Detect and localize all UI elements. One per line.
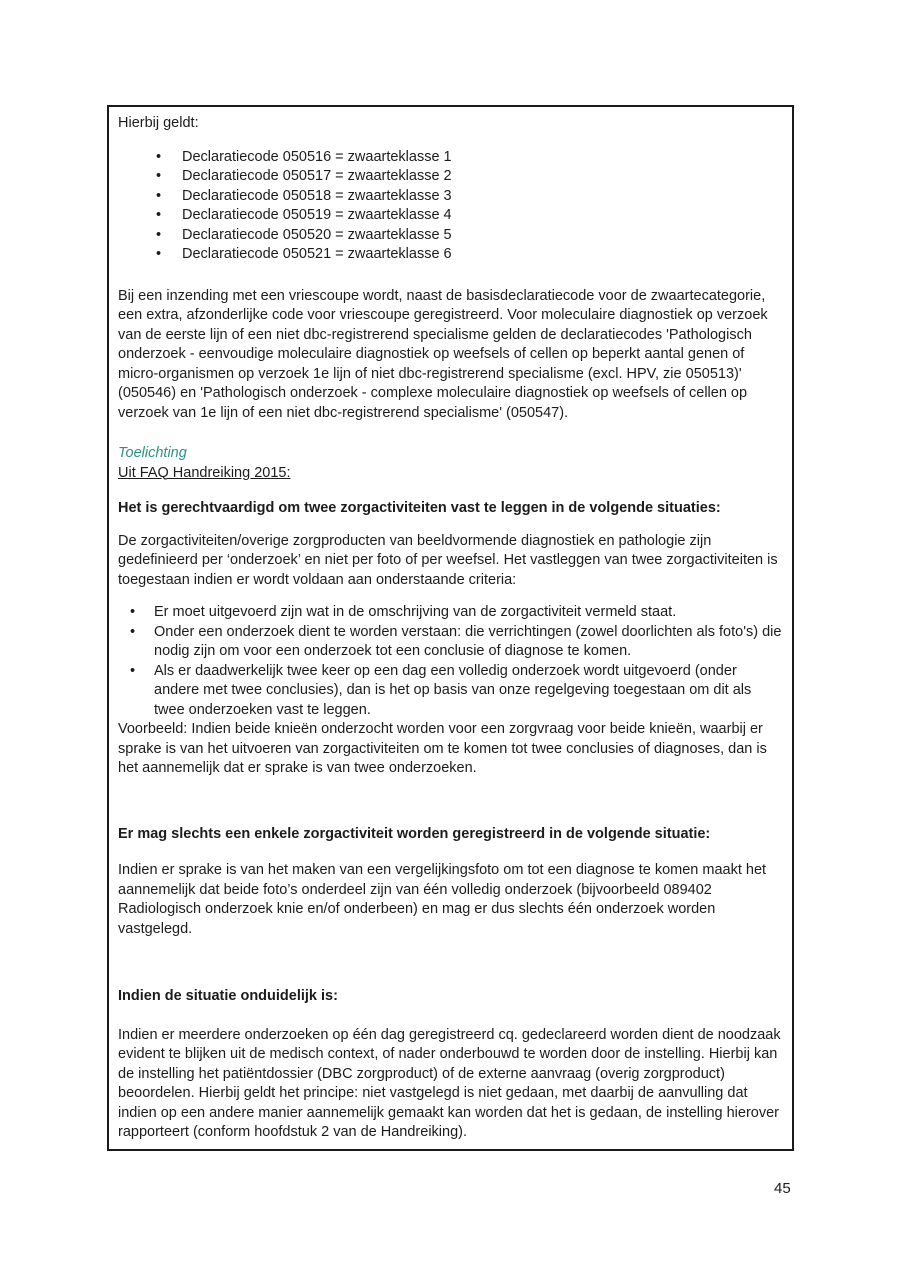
heading-single-only: Er mag slechts een enkele zorgactiviteit worden geregistreerd in de volgende situatie: [118,825,711,842]
intro-line: Hierbij geldt: [118,115,199,131]
toelichting-label: Toelichting [118,445,187,461]
list-item: • Er moet uitgevoerd zijn wat in de omschrijving van de zorgactiviteit vermeld staat. [118,603,782,623]
list-item: • Declaratiecode 050519 = zwaarteklasse 4 [118,206,782,226]
paragraph-vriescoupe: Bij een inzending met een vriescoupe wordt, naast de basisdeclaratiecode voor de zwaartecategorie, een extra, afzonderlijke code voor vriescoupe geregistreerd. Voor moleculaire diagnostiek op verzoek van de eerste lijn of een niet dbc-registrerend specialisme gelden de declaratiecodes 'Pathologisch onderzoek - eenvoudige moleculaire diagnostiek op weefsels of cellen op beperkt aantal genen of micro-organismen op verzoek 1e lijn of niet dbc-registrerend specialisme (excl. HPV, zie 050513)' (050546) en 'Pathologisch onderzoek - complexe moleculaire diagnostiek op weefsels of cellen op verzoek van 1e lijn of een niet dbc-registrerend specialisme' (050547). [118,287,768,421]
paragraph-unclear: Indien er meerdere onderzoeken op één dag geregistreerd cq. gedeclareerd worden dient de noodzaak evident te blijken uit de medisch context, of nader onderbouwd te worden door de instelling. Hierbij kan de instelling het patiëntdossier (DBC zorgproduct) of de externe aanvraag (overig zorgproduct) beoordelen. Hierbij geldt het principe: niet vastgelegd is niet gedaan, met daarbij de aanvulling dat indien op een andere manier aannemelijk gemaakt kan worden dat het is gedaan, de instelling hierover rapporteert (conform hoofdstuk 2 van de Handreiking). [118,1026,781,1140]
list-item: • Declaratiecode 050521 = zwaarteklasse 6 [118,245,782,265]
example-paragraph: Voorbeeld: Indien beide knieën onderzocht worden voor een zorgvraag voor beide knieën, waarbij er sprake is van het uitvoeren van zorgactiviteiten om te komen tot twee conclusies of diagnoses, dan is het aannemelijk dat er sprake is van twee onderzoeken. [118,721,767,776]
paragraph-single-only: Indien er sprake is van het maken van een vergelijkingsfoto om tot een diagnose te komen maakt het aannemelijk dat beide foto’s onderdeel zijn van één volledig onderzoek (bijvoorbeeld 089402 Radiologisch onderzoek knie en/of onderbeen) en mag er dus slechts één onderzoek worden vastgelegd. [118,862,767,937]
declaration-codes-list [118,148,782,265]
heading-two-allowed: Het is gerechtvaardigd om twee zorgactiviteiten vast te leggen in de volgende situaties: [118,500,721,516]
heading-unclear: Indien de situatie onduidelijk is: [118,988,338,1004]
list-item: • Declaratiecode 050518 = zwaarteklasse 3 [118,187,782,207]
list-item: • Declaratiecode 050520 = zwaarteklasse 5 [118,226,782,246]
list-item: • Onder een onderzoek dient te worden verstaan: die verrichtingen (zowel doorlichten als foto's) die nodig zijn om voor een onderzoek tot een conclusie of diagnose te komen. [118,623,782,662]
faq-heading: Uit FAQ Handreiking 2015: [118,464,291,481]
paragraph-two-allowed: De zorgactiviteiten/overige zorgproducten van beeldvormende diagnostiek en pathologie zijn gedefinieerd per ‘onderzoek’ en niet per foto of per weefsel. Het vastleggen van twee zorgactiviteiten is toegestaan indien er wordt voldaan aan onderstaande criteria: [118,532,778,588]
criteria-list [118,603,782,720]
list-item: • Declaratiecode 050516 = zwaarteklasse 1 [118,148,782,168]
list-item: • Als er daadwerkelijk twee keer op een dag een volledig onderzoek wordt uitgevoerd (onder andere met twee conclusies), dan is het op basis van onze regelgeving toegestaan om dit als twee onderzoeken vast te leggen. [118,662,782,721]
list-item: • Declaratiecode 050517 = zwaarteklasse 2 [118,167,782,187]
document-content-box [107,105,794,1151]
page-number: 45 [774,1180,791,1197]
